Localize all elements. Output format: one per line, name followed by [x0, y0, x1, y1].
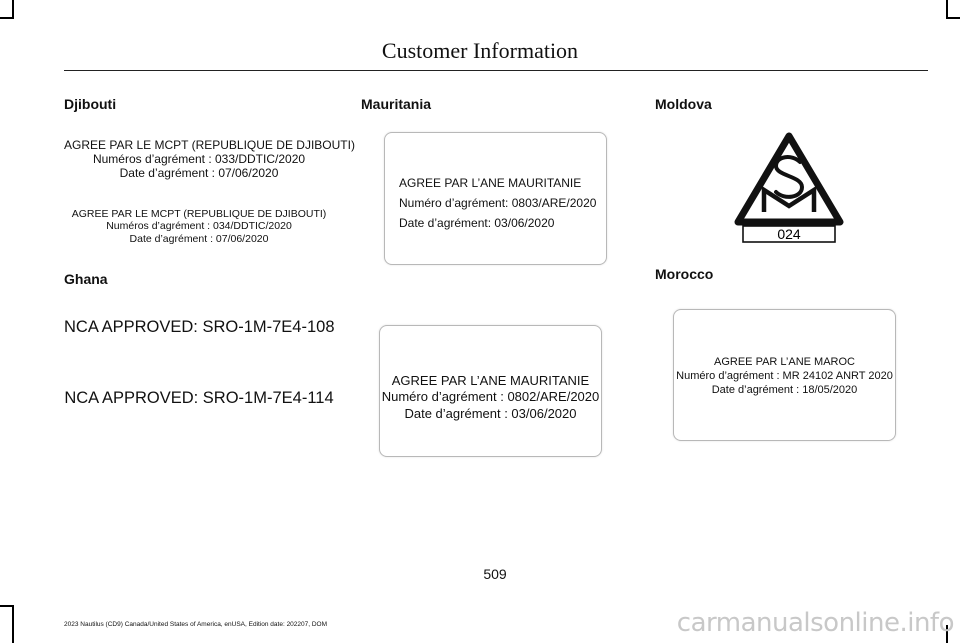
- morocco-label-line2: Numéro d’agrément : MR 24102 ANRT 2020: [676, 370, 893, 383]
- moldova-conformity-mark: [734, 132, 844, 244]
- djibouti-label-1: [64, 138, 355, 181]
- crop-mark: [12, 605, 14, 643]
- mauritania-label-1-line2: Numéro d’agrément: 0803/ARE/2020: [399, 195, 597, 210]
- crop-mark: [0, 17, 14, 19]
- morocco-label-line3: Date d’agrément : 18/05/2020: [711, 384, 858, 397]
- mauritania-label-2-line2: Numéro d’agrément : 0802/ARE/2020: [381, 389, 600, 405]
- morocco-heading: Morocco: [655, 266, 714, 282]
- watermark: carmanualsonline.info: [676, 608, 954, 638]
- djibouti-label-2: [64, 208, 334, 245]
- djibouti-label-1-line2: Numéros d’agrément : 033/DDTIC/2020: [92, 152, 306, 167]
- mauritania-label-1-line3: Date d’agrément: 03/06/2020: [399, 215, 555, 230]
- djibouti-label-1-line1: AGREE PAR LE MCPT (REPUBLIQUE DE DJIBOUTI): [64, 138, 355, 152]
- djibouti-heading: Djibouti: [64, 96, 117, 112]
- mauritania-label-2: [379, 325, 602, 457]
- ghana-label-1: NCA APPROVED: SRO-1M-7E4-108: [64, 318, 335, 336]
- title-rule: [64, 70, 928, 71]
- mauritania-heading: Mauritania: [361, 96, 432, 112]
- letter-m-icon: [764, 190, 814, 212]
- crop-mark: [946, 17, 960, 19]
- letter-s-icon: [776, 157, 802, 197]
- footer-edition-info: 2023 Nautilus (CD9) Canada/United States of America, enUSA, Edition date: 202207, DOM: [64, 621, 328, 628]
- morocco-label-line1: AGREE PAR L’ANE MAROC: [714, 356, 855, 368]
- page-number: 509: [483, 566, 507, 582]
- crop-mark: [0, 605, 14, 607]
- moldova-heading: Moldova: [655, 96, 712, 112]
- djibouti-label-2-line1: AGREE PAR LE MCPT (REPUBLIQUE DE DJIBOUTI): [71, 208, 327, 220]
- mark-number: 024: [777, 226, 801, 242]
- page-title: Customer Information: [381, 38, 579, 63]
- crop-mark: [12, 0, 14, 18]
- mauritania-label-2-line3: Date d’agrément : 03/06/2020: [404, 405, 577, 421]
- triangle-outline-icon: [738, 136, 840, 222]
- mauritania-label-2-line1: AGREE PAR L’ANE MAURITANIE: [391, 373, 590, 388]
- mauritania-label-1-line1: AGREE PAR L’ANE MAURITANIE: [399, 176, 582, 190]
- ghana-heading: Ghana: [64, 271, 108, 287]
- djibouti-label-2-line2: Numéros d’agrément : 034/DDTIC/2020: [106, 220, 292, 233]
- djibouti-label-1-line3: Date d’agrément : 07/06/2020: [119, 166, 279, 181]
- djibouti-label-2-line3: Date d’agrément : 07/06/2020: [129, 232, 269, 245]
- ghana-label-2: NCA APPROVED: SRO-1M-7E4-114: [64, 389, 334, 407]
- mauritania-label-1: [384, 132, 607, 265]
- crop-mark: [946, 0, 948, 18]
- morocco-label: [673, 309, 896, 441]
